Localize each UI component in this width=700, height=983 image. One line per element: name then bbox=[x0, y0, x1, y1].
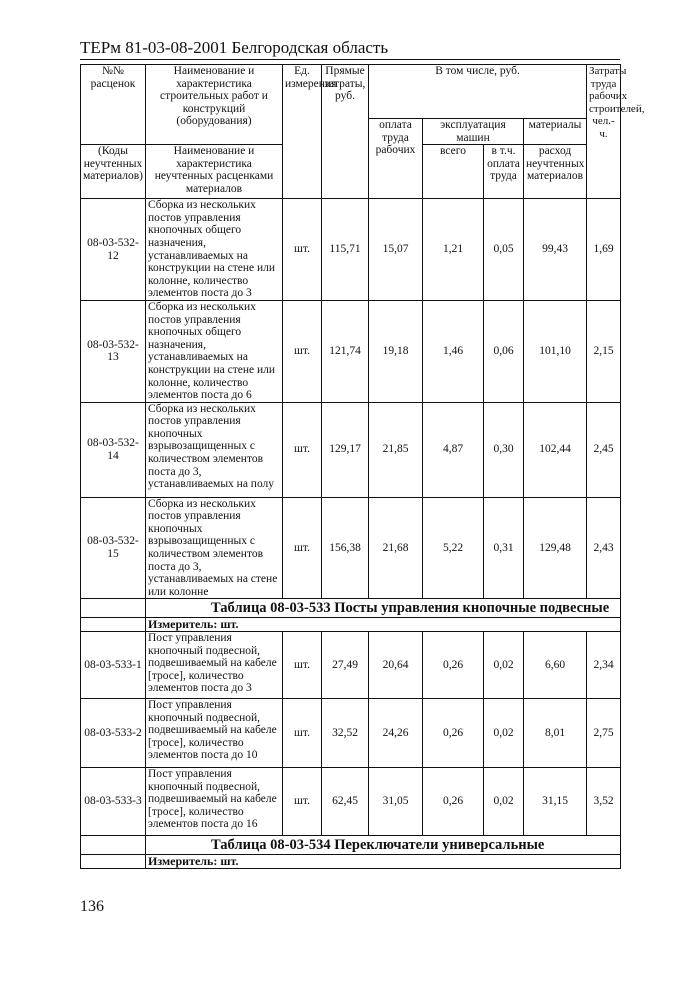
table-row bbox=[81, 199, 621, 301]
row-labor-cost: 2,34 bbox=[587, 632, 621, 699]
col-header-including: В том числе, руб. bbox=[369, 65, 587, 119]
row-labor-pay: 19,18 bbox=[369, 300, 423, 402]
row-materials: 101,10 bbox=[524, 300, 587, 402]
row-description: Сборка из нескольких постов управления кнопочных общего назначения, устанавливаемых на конструкции на стене или колонне, количество элементов поста до 3 bbox=[146, 199, 283, 301]
measure-row bbox=[81, 855, 621, 869]
row-unit: шт. bbox=[283, 699, 322, 768]
row-machines: 4,87 bbox=[423, 402, 484, 497]
row-machine-pay: 0,02 bbox=[484, 632, 524, 699]
row-machines: 0,26 bbox=[423, 632, 484, 699]
row-description: Пост управления кнопочный подвесной, подвешиваемый на кабеле [тросе], количество элементов поста до 3 bbox=[146, 632, 283, 699]
table-row bbox=[81, 497, 621, 599]
row-direct-cost: 27,49 bbox=[322, 632, 369, 699]
row-machine-pay: 0,05 bbox=[484, 199, 524, 301]
row-machine-pay: 0,06 bbox=[484, 300, 524, 402]
row-description: Пост управления кнопочный подвесной, подвешиваемый на кабеле [тросе], количество элементов поста до 16 bbox=[146, 768, 283, 836]
row-materials: 31,15 bbox=[524, 768, 587, 836]
row-unit: шт. bbox=[283, 632, 322, 699]
table-row bbox=[81, 632, 621, 699]
row-labor-cost: 3,52 bbox=[587, 768, 621, 836]
row-labor-pay: 21,68 bbox=[369, 497, 423, 599]
row-machine-pay: 0,31 bbox=[484, 497, 524, 599]
row-labor-cost: 2,15 bbox=[587, 300, 621, 402]
row-machines: 0,26 bbox=[423, 768, 484, 836]
row-materials: 129,48 bbox=[524, 497, 587, 599]
row-code: 08-03-532-15 bbox=[81, 497, 146, 599]
row-unit: шт. bbox=[283, 768, 322, 836]
col-header-direct: Прямые затраты, руб. bbox=[322, 65, 369, 199]
document-header: ТЕРм 81-03-08-2001 Белгородская область bbox=[80, 38, 389, 57]
table-row bbox=[81, 402, 621, 497]
measure-unit-534: Измеритель: шт. bbox=[146, 855, 621, 869]
table-row bbox=[81, 300, 621, 402]
row-code: 08-03-532-13 bbox=[81, 300, 146, 402]
row-machines: 5,22 bbox=[423, 497, 484, 599]
col-header-total: всего bbox=[423, 145, 484, 199]
row-direct-cost: 32,52 bbox=[322, 699, 369, 768]
row-direct-cost: 62,45 bbox=[322, 768, 369, 836]
row-direct-cost: 129,17 bbox=[322, 402, 369, 497]
col-header-code: №№ расценок bbox=[81, 65, 146, 145]
row-labor-pay: 31,05 bbox=[369, 768, 423, 836]
row-labor-pay: 21,85 bbox=[369, 402, 423, 497]
row-code: 08-03-533-3 bbox=[81, 768, 146, 836]
row-labor-cost: 1,69 bbox=[587, 199, 621, 301]
row-machines: 0,26 bbox=[423, 699, 484, 768]
measure-row bbox=[81, 618, 621, 632]
row-materials: 8,01 bbox=[524, 699, 587, 768]
col-header-materials: материалы bbox=[524, 119, 587, 145]
row-unit: шт. bbox=[283, 402, 322, 497]
table-row bbox=[81, 699, 621, 768]
col-header-code2: (Коды неучтенных материалов) bbox=[81, 145, 146, 199]
table-title-534: Таблица 08-03-534 Переключатели универсальные bbox=[146, 836, 621, 855]
row-labor-pay: 20,64 bbox=[369, 632, 423, 699]
row-code: 08-03-533-2 bbox=[81, 699, 146, 768]
col-header-name: Наименование и характеристика строительных работ и конструкций (оборудования) bbox=[146, 65, 283, 145]
row-machine-pay: 0,30 bbox=[484, 402, 524, 497]
row-labor-pay: 15,07 bbox=[369, 199, 423, 301]
col-header-name2: Наименование и характеристика неучтенных расценками материалов bbox=[146, 145, 283, 199]
row-labor-cost: 2,43 bbox=[587, 497, 621, 599]
col-header-incl-pay: в т.ч. оплата труда bbox=[484, 145, 524, 199]
row-code: 08-03-532-12 bbox=[81, 199, 146, 301]
row-machines: 1,46 bbox=[423, 300, 484, 402]
row-code: 08-03-532-14 bbox=[81, 402, 146, 497]
col-header-machines: эксплуатация машин bbox=[423, 119, 524, 145]
row-machine-pay: 0,02 bbox=[484, 699, 524, 768]
row-materials: 102,44 bbox=[524, 402, 587, 497]
col-header-mat-usage: расход неучтенных материалов bbox=[524, 145, 587, 199]
row-direct-cost: 121,74 bbox=[322, 300, 369, 402]
col-header-labor-pay: оплата труда рабочих bbox=[369, 119, 423, 199]
row-unit: шт. bbox=[283, 497, 322, 599]
row-unit: шт. bbox=[283, 300, 322, 402]
row-labor-cost: 2,75 bbox=[587, 699, 621, 768]
row-description: Сборка из нескольких постов управления кнопочных взрывозащищенных с количеством элементов поста до 3, устанавливаемых на полу bbox=[146, 402, 283, 497]
price-table bbox=[80, 64, 645, 869]
page-number: 136 bbox=[80, 898, 104, 915]
section-title-row bbox=[81, 599, 621, 618]
row-code: 08-03-533-1 bbox=[81, 632, 146, 699]
table-title-533: Таблица 08-03-533 Посты управления кнопочные подвесные bbox=[146, 599, 621, 618]
col-header-labor-cost: Затраты труда рабочих строителей, чел.-ч. bbox=[587, 65, 621, 199]
row-machine-pay: 0,02 bbox=[484, 768, 524, 836]
measure-unit-533: Измеритель: шт. bbox=[146, 618, 621, 632]
row-materials: 99,43 bbox=[524, 199, 587, 301]
row-unit: шт. bbox=[283, 199, 322, 301]
row-machines: 1,21 bbox=[423, 199, 484, 301]
row-labor-pay: 24,26 bbox=[369, 699, 423, 768]
row-direct-cost: 156,38 bbox=[322, 497, 369, 599]
row-labor-cost: 2,45 bbox=[587, 402, 621, 497]
row-description: Сборка из нескольких постов управления кнопочных взрывозащищенных с количеством элементов поста до 3, устанавливаемых на стене или колонне bbox=[146, 497, 283, 599]
col-header-unit: Ед. измерения bbox=[283, 65, 322, 199]
header-row-1 bbox=[81, 65, 621, 119]
row-description: Пост управления кнопочный подвесной, подвешиваемый на кабеле [тросе], количество элементов поста до 10 bbox=[146, 699, 283, 768]
row-description: Сборка из нескольких постов управления кнопочных общего назначения, устанавливаемых на конструкции на стене или колонне, количество элементов поста до 6 bbox=[146, 300, 283, 402]
row-materials: 6,60 bbox=[524, 632, 587, 699]
section-title-row bbox=[81, 836, 621, 855]
header-rule bbox=[80, 59, 620, 60]
row-direct-cost: 115,71 bbox=[322, 199, 369, 301]
table-row bbox=[81, 768, 621, 836]
